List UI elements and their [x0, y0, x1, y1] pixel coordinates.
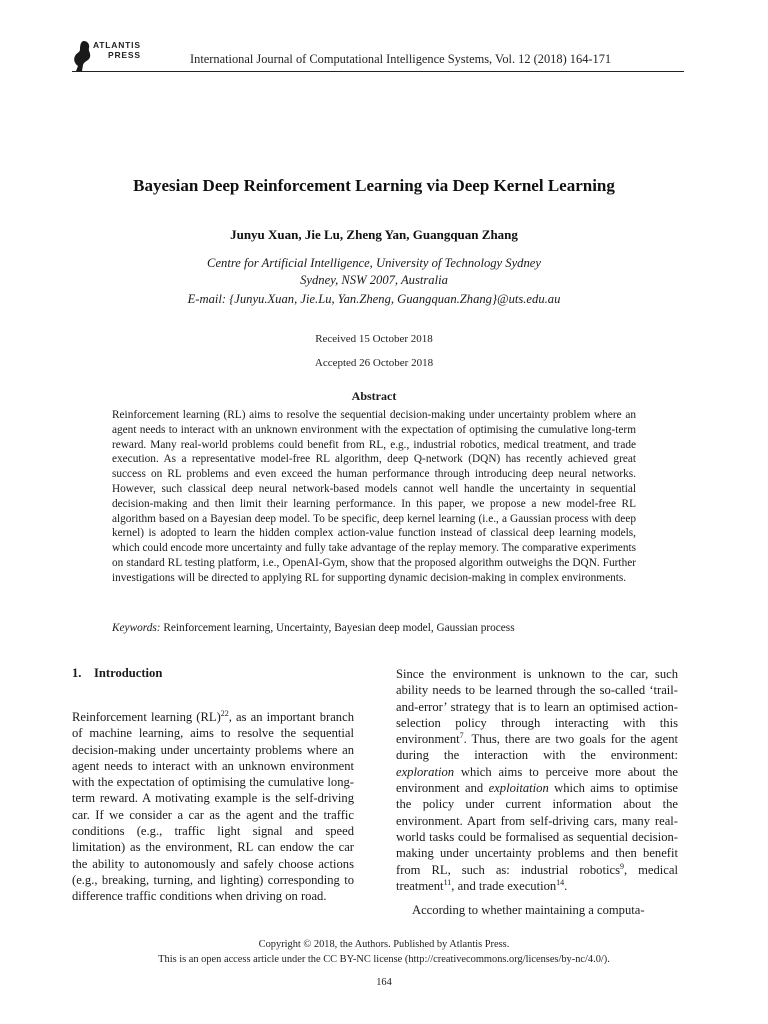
keywords-list: Reinforcement learning, Uncertainty, Bayesian deep model, Gaussian process — [163, 622, 515, 634]
body-text: , medical treatment — [396, 862, 678, 893]
license-notice: This is an open access article under the CC BY-NC license (http://creativecommons.org/licenses/by-nc/4.0/). — [158, 954, 610, 965]
emphasis-exploration: exploration — [396, 764, 455, 779]
citation-ref: 7 — [459, 731, 464, 740]
intro-right-column — [396, 666, 678, 918]
journal-citation: International Journal of Computational Intelligence Systems, Vol. 12 (2018) 164-171 — [190, 52, 612, 66]
received-date: Received 15 October 2018 — [315, 333, 433, 345]
copyright-notice: Copyright © 2018, the Authors. Published by Atlantis Press. — [258, 939, 510, 950]
body-text: , and trade execution — [451, 878, 557, 893]
body-text: which aims to perceive more about the environment and — [396, 764, 678, 796]
paper-title: Bayesian Deep Reinforcement Learning via Deep Kernel Learning — [133, 176, 615, 195]
atlantis-logo-icon — [72, 40, 92, 72]
header-divider — [72, 71, 684, 72]
body-text: . — [564, 878, 568, 893]
affiliation-line-2: Sydney, NSW 2007, Australia — [300, 273, 448, 287]
citation-ref: 14 — [556, 877, 565, 887]
publisher-logo-text — [93, 40, 141, 60]
keywords-label: Keywords: — [112, 622, 161, 634]
logo-line-press: PRESS — [108, 50, 141, 60]
section-number: 1. — [72, 666, 82, 680]
body-text: Since the environment is unknown to the car, such ability needs to be learned through the so-called ‘trail-and-error’ strategy that is to learn an optimised action-selection policy through interacting with this environment — [396, 667, 678, 747]
section-heading-introduction — [72, 666, 162, 681]
citation-ref: 11 — [443, 877, 452, 887]
abstract-heading: Abstract — [351, 389, 397, 403]
section-title: Introduction — [94, 666, 163, 680]
body-text: which aims to optimise the policy under current information about the environment. Apart from self-driving cars, many real-world tasks could be formalised as sequential decision-making under uncertainty problems and then benefit from RL, such as: industrial robotics — [396, 781, 678, 877]
body-text: Reinforcement learning (RL) — [72, 710, 221, 724]
affiliation — [60, 255, 688, 289]
paragraph-continued: According to whether maintaining a computa- — [412, 903, 645, 918]
emphasis-exploitation: exploitation — [488, 781, 549, 796]
accepted-date: Accepted 26 October 2018 — [314, 357, 434, 369]
body-text: , as an important branch of machine learning, aims to resolve the sequential decision-making under uncertainty problems where an agent needs to interact with an unknown environment with the expectation of optimising the cumulative long-term reward. A motivating example is the self-driving car. If we consider a car as the agent and the traffic conditions (e.g., traffic light signal and speed limitation) as the environment, RL can endow the car the ability to autonomously and safely choose actions (e.g., breaking, turning, and lighting) corresponding to difference traffic conditions when driving on road. — [72, 710, 354, 904]
paper-authors: Junyu Xuan, Jie Lu, Zheng Yan, Guangquan Zhang — [230, 227, 518, 242]
citation-ref: 22 — [220, 708, 229, 718]
author-email: E-mail: {Junyu.Xuan, Jie.Lu, Yan.Zheng, Guangquan.Zhang}@uts.edu.au — [187, 292, 561, 306]
citation-ref: 9 — [619, 861, 624, 871]
affiliation-line-1: Centre for Artificial Intelligence, University of Technology Sydney — [207, 256, 541, 270]
intro-left-column — [72, 709, 354, 905]
body-text: . Thus, there are two goals for the agent during the interaction with the environment: — [396, 732, 678, 763]
page-number: 164 — [376, 977, 392, 988]
paragraph — [396, 666, 678, 894]
logo-line-atlantis: ATLANTIS — [93, 40, 141, 50]
keywords — [112, 622, 672, 634]
abstract-text: Reinforcement learning (RL) aims to resolve the sequential decision-making under uncertainty problem where an agent needs to interact with an unknown environment with the expectation of optimising the cumulative long-term reward. Many real-world problems could benefit from RL, e.g., industrial robotics, medical treatment, and trade execution. As a representative model-free RL algorithm, deep Q-network (DQN) has recently achieved great success on RL problems and even exceed the human performance through introducing deep neural networks. However, such classical deep neural network-based models cannot well handle the uncertainty in sequential decision-making and then limit their learning performance. In this paper, we propose a new model-free RL algorithm based on a Bayesian deep model. To be specific, deep kernel learning (i.e., a Gaussian process with deep kernel) is adopted to learn the hidden complex action-value function instead of classical deep learning models, which could encode more uncertainty and fully take advantage of the replay memory. The comparative experiments on standard RL testing platform, i.e., OpenAI-Gym, show that the proposed algorithm outweighs the DQN. Further investigations will be directed to applying RL for supporting dynamic decision-making in complex environments. — [112, 409, 636, 584]
